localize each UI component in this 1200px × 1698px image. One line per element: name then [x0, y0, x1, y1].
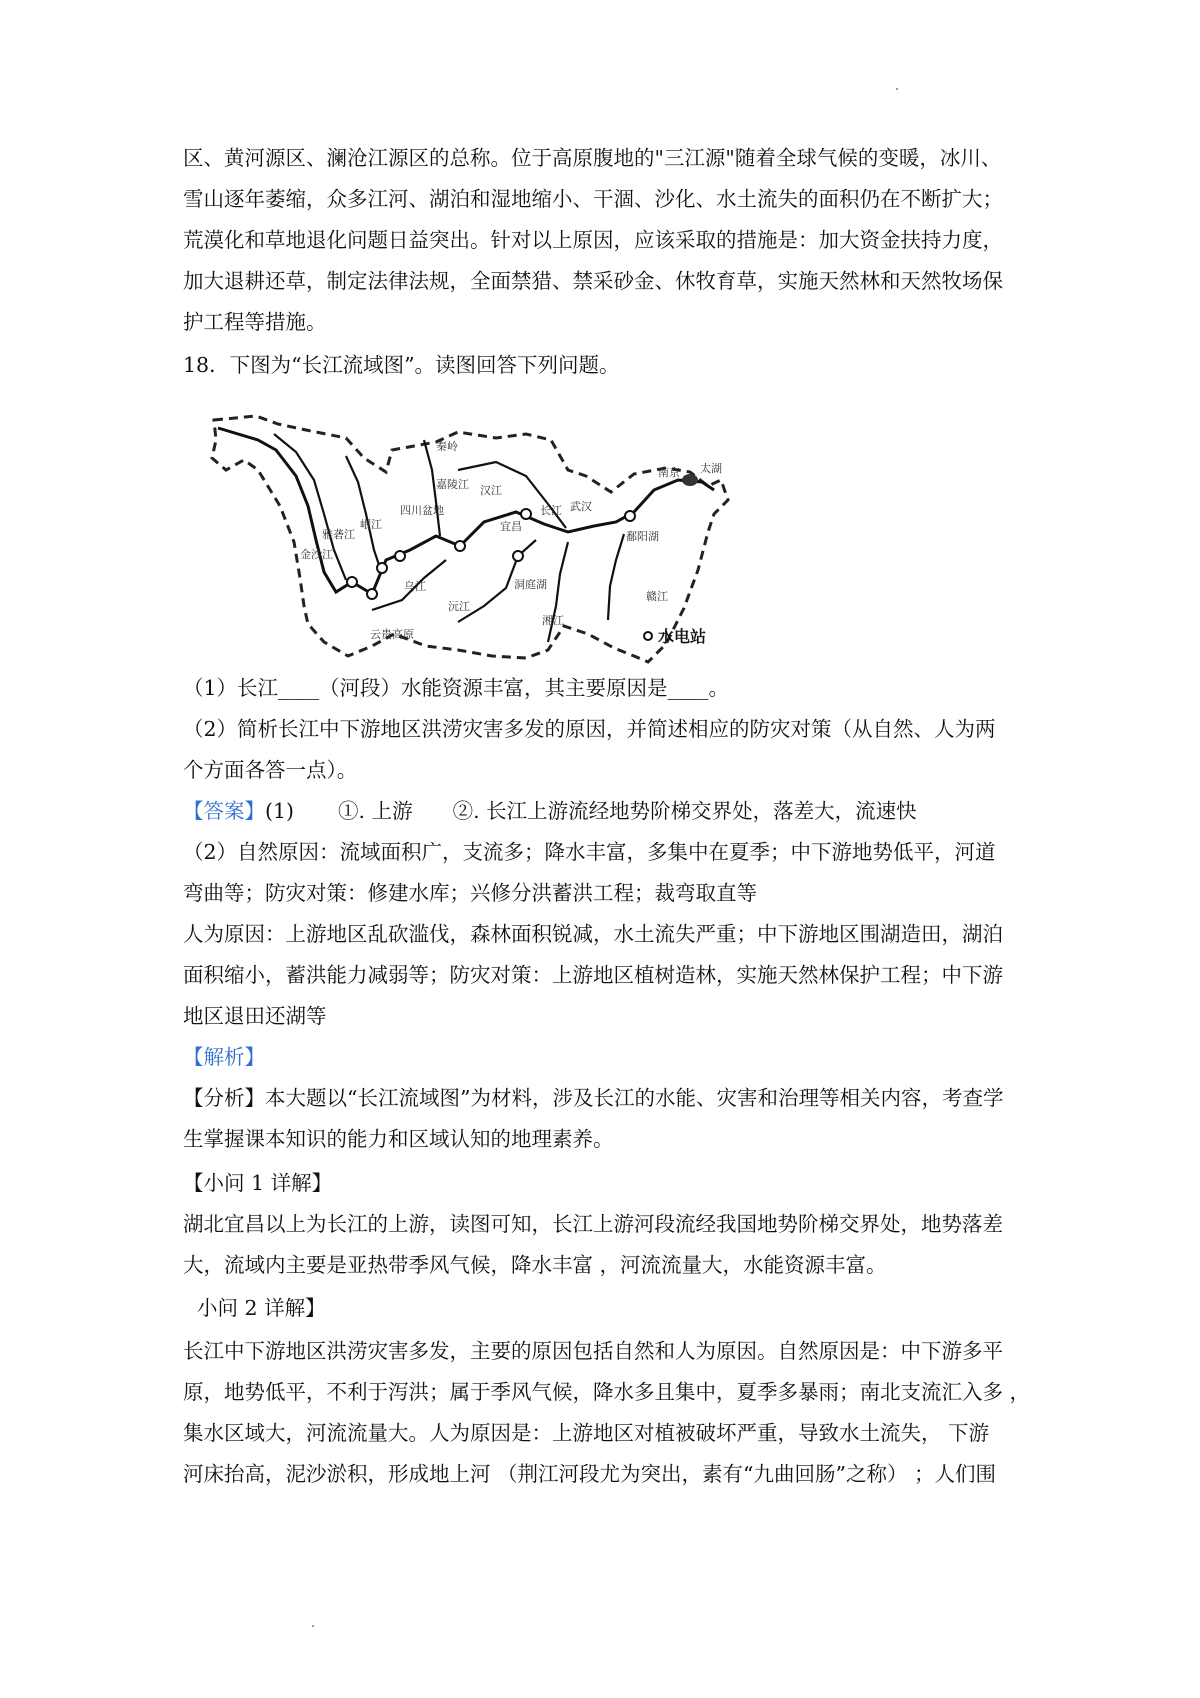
hydropower-station — [377, 563, 387, 573]
sub-q2-heading: 小问 2 详解】 — [197, 1296, 326, 1320]
analysis-summary-line: 【分析】本大题以“长江流域图”为材料，涉及长江的水能、灾害和治理等相关内容，考查学 — [183, 1086, 1004, 1110]
intro-line: 区、黄河源区、澜沧江源区的总称。位于高原腹地的"三江源"随着全球气候的变暖，冰川、 — [183, 146, 1002, 170]
answer-line: （2）自然原因：流域面积广，支流多；降水丰富，多集中在夏季；中下游地势低平，河道 — [183, 840, 996, 864]
minjiang-river — [346, 456, 380, 568]
intro-line: 加大退耕还草，制定法律法规，全面禁猎、禁采砂金、休牧育草，实施天然林和天然牧场保 — [183, 269, 1003, 293]
ganjiang-river — [608, 534, 624, 620]
sub-q1-heading: 【小问 1 详解】 — [183, 1171, 333, 1195]
hanjiang-river — [458, 462, 566, 528]
map-label-qinling: 秦岭 — [436, 440, 458, 453]
map-label-yichang: 宜昌 — [500, 520, 522, 533]
intro-line: 雪山逐年萎缩，众多江河、湖泊和湿地缩小、干涸、沙化、水土流失的面积仍在不断扩大； — [183, 187, 1003, 211]
map-label-dongting: 洞庭湖 — [514, 578, 547, 591]
map-label-jialing: 嘉陵江 — [436, 478, 469, 491]
answer-line: 地区退田还湖等 — [183, 1004, 327, 1028]
sub-q2-line: 原，地势低平，不利于泻洪；属于季风气候，降水多且集中，夏季多暴雨；南北支流汇入多 ， — [183, 1380, 1031, 1404]
map-svg — [196, 410, 792, 710]
answer-line: 人为原因：上游地区乱砍滥伐，森林面积锐减，水土流失严重；中下游地区围湖造田，湖泊 — [183, 922, 1003, 946]
map-label-nanjing: 南京 — [658, 466, 680, 479]
hydropower-station — [367, 589, 377, 599]
sub-q2-line: 集水区域大，河流流量大。人为原因是：上游地区对植被破坏严重，导致水土流失， 下游 — [183, 1421, 990, 1445]
scan-speck — [312, 1625, 314, 1627]
hydropower-stations — [347, 509, 635, 599]
answer-part1-num: (1) — [265, 799, 295, 823]
legend-station-symbol — [644, 632, 652, 640]
yangtze-basin-map — [196, 410, 792, 710]
sub-q2-line: 河床抬高，泥沙淤积，形成地上河 （荆江河段尤为突出，素有“九曲回肠”之称） ；人们围 — [183, 1462, 996, 1486]
sub-q1-line: 大，流域内主要是亚热带季风气候，降水丰富 ，河流流量大，水能资源丰富。 — [183, 1253, 887, 1277]
sub-question-1: （1）长江____（河段）水能资源丰富，其主要原因是____。 — [183, 676, 730, 700]
map-label-yungui: 云贵高原 — [370, 628, 414, 641]
analysis-summary-line: 生掌握课本知识的能力和区域认知的地理素养。 — [183, 1127, 614, 1151]
sub-question-2-line: （2）简析长江中下游地区洪涝灾害多发的原因，并简述相应的防灾对策（从自然、人为两 — [183, 717, 996, 741]
map-label-minjiang: 岷江 — [360, 518, 382, 531]
map-label-ganjiang: 赣江 — [646, 590, 668, 603]
legend-label: 水电站 — [658, 627, 707, 646]
map-label-wuhan: 武汉 — [570, 500, 592, 513]
answer-option-1: ①. 上游 — [338, 799, 413, 823]
answer-line: 面积缩小，蓄洪能力减弱等；防灾对策：上游地区植树造林，实施天然林保护工程；中下游 — [183, 963, 1003, 987]
sub-question-2-line: 个方面各答一点）。 — [183, 758, 358, 782]
map-label-poyang: 鄱阳湖 — [626, 530, 659, 543]
map-label-changjiang: 长江 — [540, 504, 562, 517]
sub-q1-line: 湖北宜昌以上为长江的上游，读图可知，长江上游河段流经我国地势阶梯交界处，地势落差 — [183, 1212, 1003, 1236]
analysis-label: 【解析】 — [183, 1045, 265, 1069]
intro-line: 护工程等措施。 — [183, 310, 327, 334]
answer-line: 弯曲等；防灾对策：修建水库；兴修分洪蓄洪工程；裁弯取直等 — [183, 881, 757, 905]
map-label-yalong: 雅砻江 — [322, 528, 355, 541]
question-stem: 18．下图为“长江流域图”。读图回答下列问题。 — [183, 353, 620, 377]
map-label-taihu: 太湖 — [700, 462, 722, 475]
map-label-yuanjiang: 沅江 — [448, 600, 470, 613]
answer-label: 【答案】 — [183, 799, 265, 823]
hydropower-station — [455, 541, 465, 551]
map-label-sichuan: 四川盆地 — [400, 504, 444, 517]
hydropower-station — [625, 511, 635, 521]
hydropower-station — [347, 577, 357, 587]
map-label-wujiang: 乌江 — [404, 580, 426, 593]
sub-q2-line: 长江中下游地区洪涝灾害多发，主要的原因包括自然和人为原因。自然原因是：中下游多平 — [183, 1339, 1003, 1363]
map-label-hanjiang: 汉江 — [480, 484, 502, 497]
intro-line: 荒漠化和草地退化问题日益突出。针对以上原因，应该采取的措施是：加大资金扶持力度， — [183, 228, 1003, 252]
answer-part1 — [183, 791, 1031, 832]
hydropower-station — [395, 551, 405, 561]
map-label-jinsha: 金沙江 — [300, 548, 333, 561]
map-label-xiangjiang: 湘江 — [542, 614, 564, 627]
taihu-lake — [682, 474, 698, 486]
hydropower-station — [521, 509, 531, 519]
answer-option-2: ②. 长江上游流经地势阶梯交界处，落差大，流速快 — [452, 799, 917, 823]
hydropower-station — [513, 551, 523, 561]
scan-speck — [896, 88, 898, 90]
changjiang-river — [218, 428, 714, 594]
